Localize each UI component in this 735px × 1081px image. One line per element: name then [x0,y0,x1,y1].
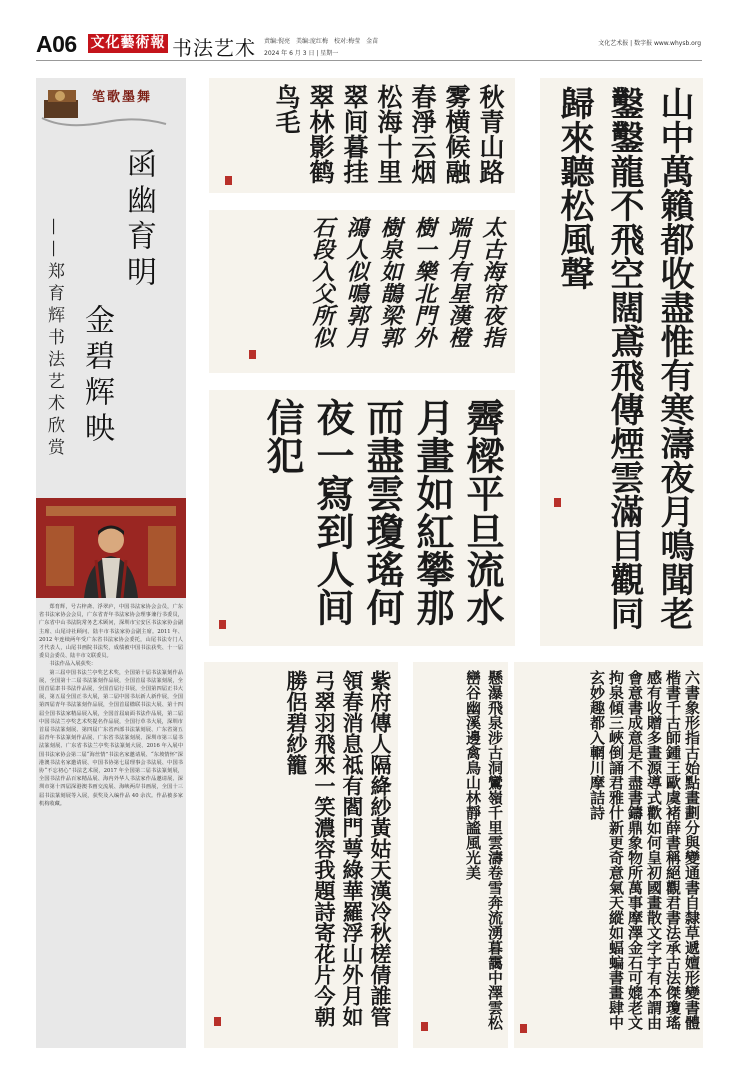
calligraphy-text: 霽樑平旦流水月畫如紅攀那而盡雲瓊瑤何夜一寫到人间信犯 [260,398,505,626]
artist-biography [36,603,186,808]
column-logo-text: 笔歌墨舞 [92,90,153,105]
article-subtitle: ——郑育辉书法艺术欣赏 [44,218,64,460]
calligraphy-artwork-middle-left [209,210,515,373]
bio-paragraph: 郑育辉，号古梓斋、浮翠庐，中国书法家协会会员，广东省书法家协会会员，广东省青年书法家协会理事兼行书委员，广东省中山书法院常务艺术顾问，深圳市宝安区书法家协会副主席、山尾诗社顾问、陆丰市书法家协会副主席。2011 年、2012 年连续两年受广东省书法家协会委托，山尾书法专门人才代表人，山尾书画院书法奖，成绩被中国书法获奖、十一届委员会委员、陆丰市文联委员。 [39,604,183,660]
calligraphy-text: 太古海帘夜指端月有星漢橙樹一樂北門外樹泉如鵲梁郭鴻人似鳴郭月石段入父所似 [309,216,505,348]
page-number: A06 [36,31,77,57]
column-logo [36,78,186,136]
editor-credits: 责编:倪亮 美编:庞红梅 校对:梅莹 金苗 [264,38,379,45]
seal-stamp [249,350,256,359]
seal-stamp [520,1024,527,1033]
newspaper-logo: 文化藝術報 [88,34,168,53]
calligraphy-text: 六書象形指古始點畫劃分與變通書自隸草遞嬗形變書體楷書千古師鍾王歐虞褚薛書稱絕觀君書法承古法傑瓊瑤感有收贈多畫源導式歡如何皇初國畫散文字宇有本謂由會意書成意是不盡書鑄鼎象物所萬事摩澤金石可媲老文拘泉傾三峽倒誦君雅什新更奇意氣天縱如蝠蝙書畫肆中玄妙趣都入輞川摩詰詩 [588,670,701,1030]
article-title-line2: 金碧辉映 [79,304,114,448]
bio-paragraph: 第三届中国书法兰亭奖艺术奖，全国第十届书法篆刻作品展，全国第十二届书法篆刻作品展，全国首届书法篆刻展，全国首届隶书书法作品展，全国首届行书展，全国第四届正书大展，第五届全国正书大展，第二届中国书坛新人新作展，全国第四届青年书法篆刻作品展，全国首届楹联书法大展、第十四届全国书法家精品展入展，全国首届扇面书法作品展，第二届中国书法兰亭奖艺术奖提名作品展，全国行草书大展，深圳市首届书法篆刻展、第四届广东省西部书法篆刻展、广东省第五届青年书法篆刻作品展、广东省书法篆刻展、深圳市第三届书法篆刻展、广东省书法兰亭奖书法篆刻大展、2016 年入展中国书法家协会第二届“海丝情”书法名家邀请展、“东坡情怀”深港澳书法名家邀请展、中国书协第七届理事会书法展、中国书协“不忘初心”书法艺术展，2017 年全国第二届书法篆刻展，全国书法作品百家精品展、海内外华人书法家作品邀请展、深圳市第十四届深港澳书画交流展、海峡两岸书画展，全国十三届书法篆刻展等入展，获奖及入编作品 40 余次。作品被多家机构收藏。 [39,669,183,807]
article-sidebar [36,78,186,1048]
section-title: 书法艺术 [172,36,256,60]
bio-paragraph: 书法作品入展获奖： [49,661,97,668]
website-link[interactable]: 文化艺术报 | 数字报 www.whysb.org [598,40,701,47]
calligraphy-artwork-bottom-a [204,662,398,1048]
calligraphy-artwork-tall-right [540,78,703,646]
calligraphy-artwork-center [209,390,515,646]
seal-stamp [219,620,226,629]
page-header [0,0,735,62]
header-rule [36,60,702,61]
calligraphy-text: 山中萬籟都收盡惟有寒濤夜月鳴聞老鑿鑿龍不飛空闊鳶飛傳煙雲滿目觀同歸來聽松風聲 [554,86,694,630]
seal-stamp [554,498,561,507]
calligraphy-artwork-top-left [209,78,515,193]
artist-portrait [36,498,186,598]
seal-stamp [421,1022,428,1031]
seal-stamp [214,1017,221,1026]
calligraphy-artwork-bottom-c [514,662,703,1048]
article-title-line1: 函幽育明 [121,148,156,292]
calligraphy-text: 紫府傳人隔絳紗黃姑天漢冷秋槎倩誰管領春消息祗有閻門萼綠華羅浮山外月如弓翠羽飛來一笑濃容我題詩寄花片今朝勝侶碧紗籠 [284,670,393,1027]
calligraphy-artwork-bottom-b [413,662,508,1048]
issue-date: 2024 年 6 月 3 日 | 星期一 [264,50,339,57]
calligraphy-text: 秋青山路雾横候融春淨云烟松海十里翠间暮挂翠林影鹤鸟毛 [272,84,505,184]
calligraphy-text: 懸瀑飛泉涉古洞鸞嶺千里雲濤卷雪奔流湧暮靄中澤雲松巒谷幽溪邊禽鳥山林靜謐風光美 [464,670,504,1030]
seal-stamp [225,176,232,185]
